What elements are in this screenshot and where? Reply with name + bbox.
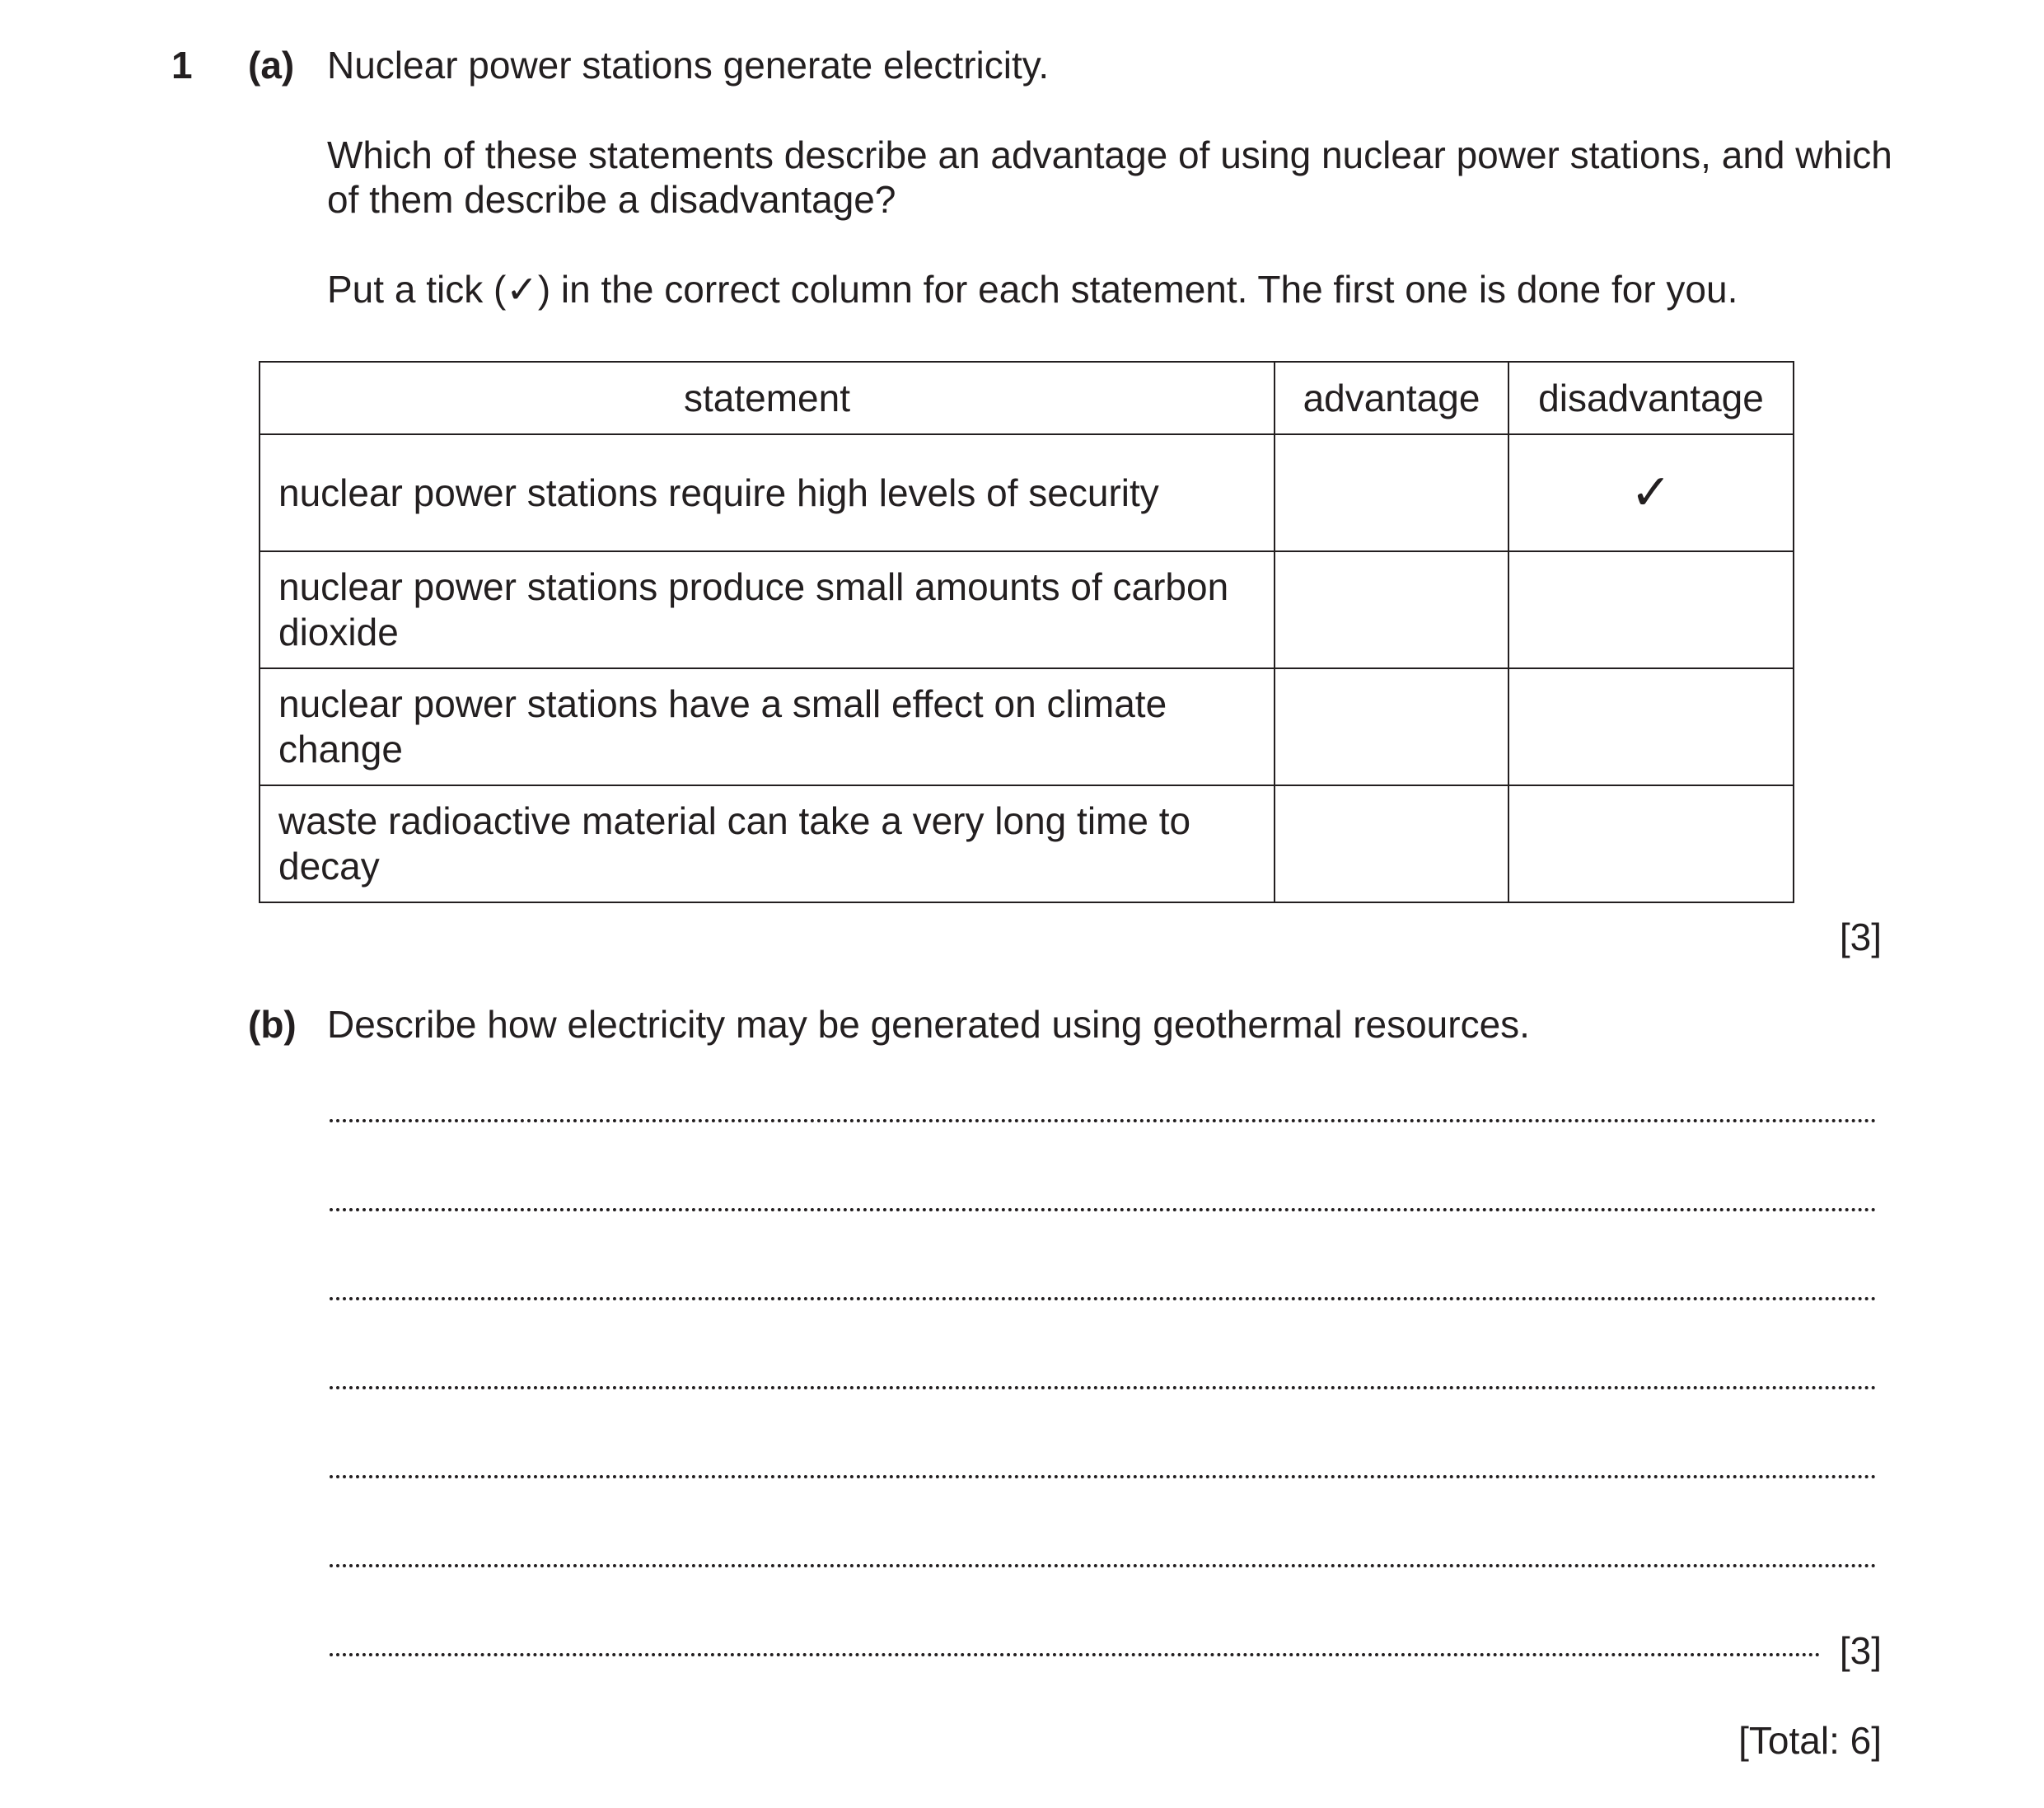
statement-cell: waste radioactive material can take a very long time to decay <box>260 785 1275 902</box>
disadvantage-tick-box[interactable] <box>1508 551 1794 668</box>
answer-line-1[interactable] <box>330 1119 1877 1122</box>
part-b-label: (b) <box>248 1003 297 1046</box>
disadvantage-tick-box[interactable]: ✓ <box>1508 434 1794 551</box>
part-b-question: Describe how electricity may be generated using geothermal resources. <box>327 1003 1530 1046</box>
answer-line-4[interactable] <box>330 1386 1877 1389</box>
tick-table <box>259 361 1794 903</box>
table-row <box>260 551 1794 668</box>
advantage-tick-box[interactable] <box>1275 434 1508 551</box>
table-row <box>260 434 1794 551</box>
statement-cell: nuclear power stations require high levels of security <box>260 434 1275 551</box>
total-marks: [Total: 6] <box>1738 1719 1882 1762</box>
advantage-tick-box[interactable] <box>1275 551 1508 668</box>
table-header-row <box>260 362 1794 434</box>
header-advantage: advantage <box>1275 362 1508 434</box>
disadvantage-tick-box[interactable] <box>1508 785 1794 902</box>
part-b-marks: [3] <box>1839 1629 1882 1672</box>
statement-cell: nuclear power stations produce small amounts of carbon dioxide <box>260 551 1275 668</box>
table-row <box>260 785 1794 902</box>
answer-line-7[interactable] <box>330 1653 1821 1656</box>
header-disadvantage: disadvantage <box>1508 362 1794 434</box>
part-a-question-line-2: of them describe a disadvantage? <box>327 178 896 221</box>
answer-line-6[interactable] <box>330 1564 1877 1567</box>
answer-line-5[interactable] <box>330 1475 1877 1478</box>
part-a-label: (a) <box>248 44 295 87</box>
answer-line-2[interactable] <box>330 1208 1877 1211</box>
part-a-marks: [3] <box>1839 916 1882 958</box>
part-a-instruction: Put a tick (✓) in the correct column for each statement. The first one is done for you. <box>327 268 1738 311</box>
answer-line-3[interactable] <box>330 1297 1877 1300</box>
statement-cell: nuclear power stations have a small effect on climate change <box>260 668 1275 785</box>
advantage-tick-box[interactable] <box>1275 785 1508 902</box>
part-a-question-line-1: Which of these statements describe an advantage of using nuclear power stations, and which <box>327 133 1892 176</box>
header-statement: statement <box>260 362 1275 434</box>
disadvantage-tick-box[interactable] <box>1508 668 1794 785</box>
question-number: 1 <box>171 44 193 87</box>
advantage-tick-box[interactable] <box>1275 668 1508 785</box>
part-a-intro: Nuclear power stations generate electricity. <box>327 44 1050 87</box>
table-row <box>260 668 1794 785</box>
